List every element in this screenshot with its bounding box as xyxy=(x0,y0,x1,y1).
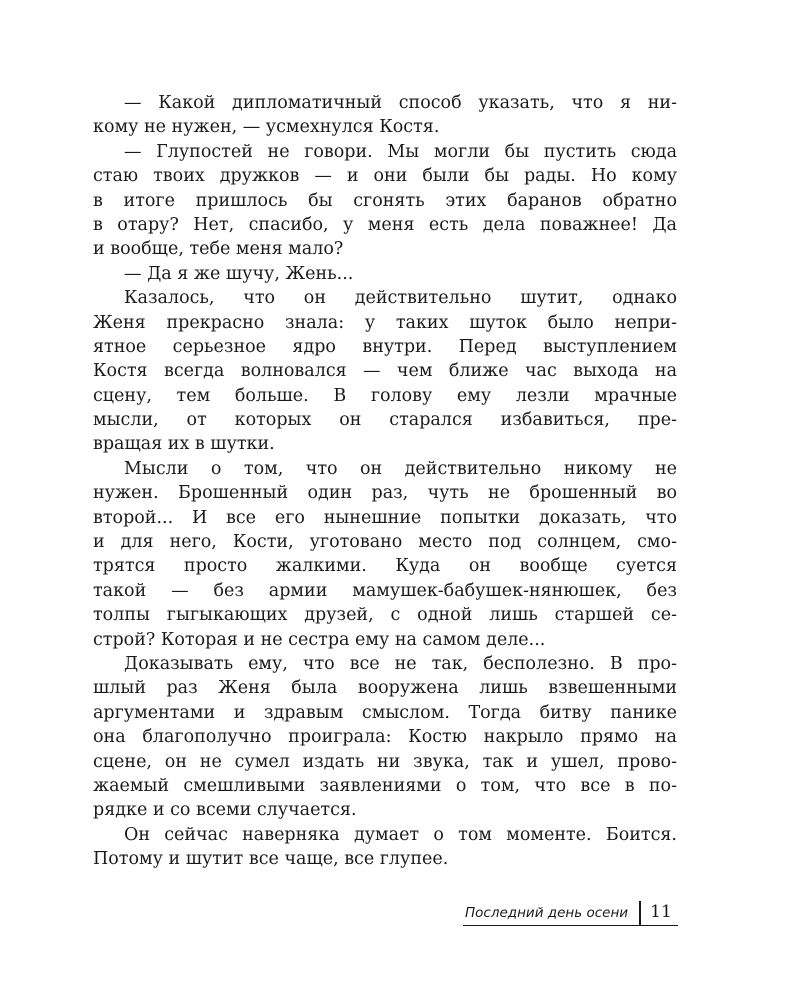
text-line: Женя прекрасно знала: у таких шуток было непри- xyxy=(93,312,677,333)
text-line: такой — без армии мамушек-бабушек-нянюшек, без xyxy=(93,580,677,601)
text-line: — Какой дипломатичный способ указать, что я ни- xyxy=(124,93,677,113)
text-line: мысли, от которых он старался избавиться, пре- xyxy=(93,410,677,431)
text-line: рядке и со всеми случается. xyxy=(93,800,357,821)
page-number: 11 xyxy=(650,902,672,922)
text-line: шлый раз Женя была вооружена лишь взвешенными xyxy=(93,678,677,699)
text-line: в итоге пришлось бы сгонять этих баранов обратно xyxy=(93,190,677,211)
text-line: кому не нужен, — усмехнулся Костя. xyxy=(93,117,440,138)
running-footer xyxy=(463,901,678,926)
footer-book-title: Последний день осени xyxy=(465,905,629,921)
text-line: нужен. Брошенный один раз, чуть не брошенный во xyxy=(93,483,677,504)
text-line: и вообще, тебе меня мало? xyxy=(93,239,344,260)
text-line: Костя всегда волновался — чем ближе час выхода на xyxy=(93,361,677,382)
text-line: жаемый смешливыми заявлениями о том, что все в по- xyxy=(93,775,677,796)
text-line: аргументами и здравым смыслом. Тогда битву панике xyxy=(93,702,677,723)
text-line: она благополучно проиграла: Костю накрыло прямо на xyxy=(93,727,677,748)
text-line: Потому и шутит все чаще, все глупее. xyxy=(93,849,449,870)
text-line: сцену, тем больше. В голову ему лезли мрачные xyxy=(93,385,677,406)
text-line: трятся просто жалкими. Куда он вообще суется xyxy=(93,556,677,577)
text-line: сцене, он не сумел издать ни звука, так и ушел, прово- xyxy=(93,751,677,772)
text-line: — Да я же шучу, Жень... xyxy=(124,263,354,284)
text-line: ятное серьезное ядро внутри. Перед выступлением xyxy=(93,336,677,357)
footer-divider xyxy=(639,901,641,925)
text-line: Казалось, что он действительно шутит, однако xyxy=(124,288,677,309)
text-line: Доказывать ему, что все не так, бесполезно. В про- xyxy=(124,653,677,674)
text-line: стаю твоих дружков — и они были бы рады. Но кому xyxy=(93,166,677,187)
text-line: Мысли о том, что он действительно никому не xyxy=(124,458,677,479)
text-line: толпы гыгыкающих друзей, с одной лишь старшей се- xyxy=(93,605,677,626)
text-line: вращая их в шутки. xyxy=(93,434,275,455)
text-line: Он сейчас наверняка думает о том моменте. Боится. xyxy=(124,824,677,845)
page-body xyxy=(93,91,677,872)
text-line: строй? Которая и не сестра ему на самом деле... xyxy=(93,629,546,650)
text-line: — Глупостей не говори. Мы могли бы пустить сюда xyxy=(124,141,677,162)
text-line: второй... И все его нынешние попытки доказать, что xyxy=(93,507,677,528)
text-line: в отару? Нет, спасибо, у меня есть дела поважнее! Да xyxy=(93,214,677,235)
text-line: и для него, Кости, уготовано место под солнцем, смо- xyxy=(93,532,677,553)
